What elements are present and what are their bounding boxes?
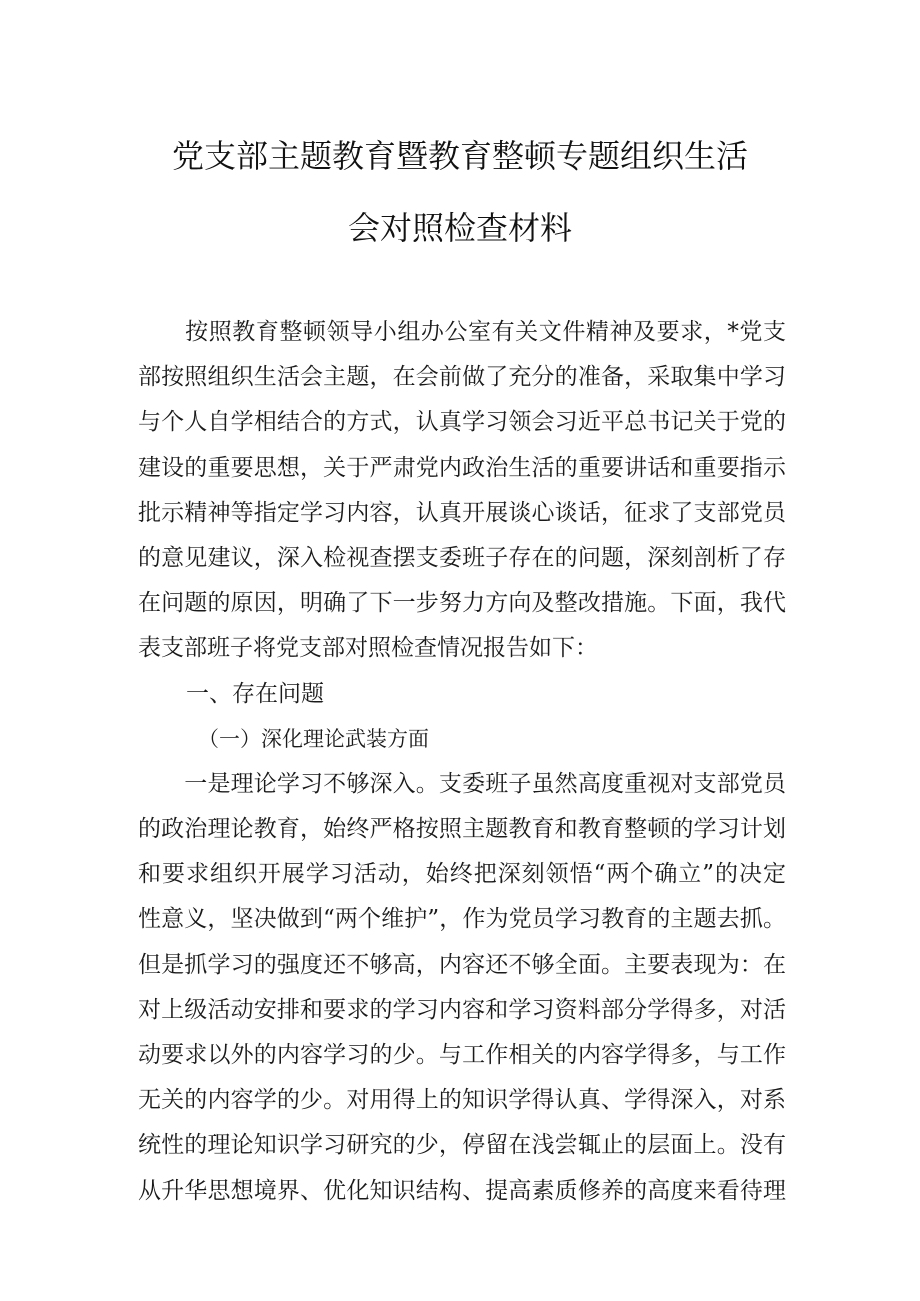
text-line: 性意义，坚决做到“两个维护”，作为党员学习教育的主题去抓。 <box>138 906 786 933</box>
text-line: 的意见建议，深入检视查摆支委班子存在的问题，深刻剖析了存 <box>138 544 786 571</box>
text-line: 统性的理论知识学习研究的少，停留在浅尝辄止的层面上。没有 <box>138 1132 786 1159</box>
text-line: 无关的内容学的少。对用得上的知识学得认真、学得深入，对系 <box>138 1087 786 1114</box>
text-line: 与个人自学相结合的方式，认真学习领会习近平总书记关于党的 <box>138 409 786 436</box>
text-line: 但是抓学习的强度还不够高，内容还不够全面。主要表现为：在 <box>138 951 786 978</box>
text-line: 对上级活动安排和要求的学习内容和学习资料部分学得多，对活 <box>138 996 786 1023</box>
text-line: 按照教育整顿领导小组办公室有关文件精神及要求，*党支 <box>138 319 786 345</box>
text-line: 从升华思想境界、优化知识结构、提高素质修养的高度来看待理 <box>138 1177 786 1204</box>
text-line: 建设的重要思想，关于严肃党内政治生活的重要讲话和重要指示 <box>138 454 786 481</box>
text-line: 部按照组织生活会主题，在会前做了充分的准备，采取集中学习 <box>138 364 786 391</box>
text-line: 动要求以外的内容学习的少。与工作相关的内容学得多，与工作 <box>138 1042 786 1068</box>
body-paragraph <box>138 762 786 1214</box>
text-line: 的政治理论教育，始终严格按照主题教育和教育整顿的学习计划 <box>138 816 786 843</box>
text-line: 批示精神等指定学习内容，认真开展谈心谈话，征求了支部党员 <box>138 499 786 526</box>
document-title-line-2: 会对照检查材料 <box>347 209 572 247</box>
document-body <box>138 310 786 1214</box>
document-title-line-1: 党支部主题教育暨教育整顿专题组织生活 <box>171 137 748 175</box>
section-heading: 一、存在问题 <box>186 680 324 707</box>
text-line: 一是理论学习不够深入。支委班子虽然高度重视对支部党员 <box>138 770 786 797</box>
subsection-heading: （一）深化理论武装方面 <box>198 726 429 751</box>
text-line: 表支部班子将党支部对照检查情况报告如下： <box>138 635 598 662</box>
text-line: 和要求组织开展学习活动，始终把深刻领悟“两个确立”的决定 <box>138 861 786 888</box>
intro-paragraph <box>138 310 786 672</box>
text-line: 在问题的原因，明确了下一步努力方向及整改措施。下面，我代 <box>138 590 786 617</box>
